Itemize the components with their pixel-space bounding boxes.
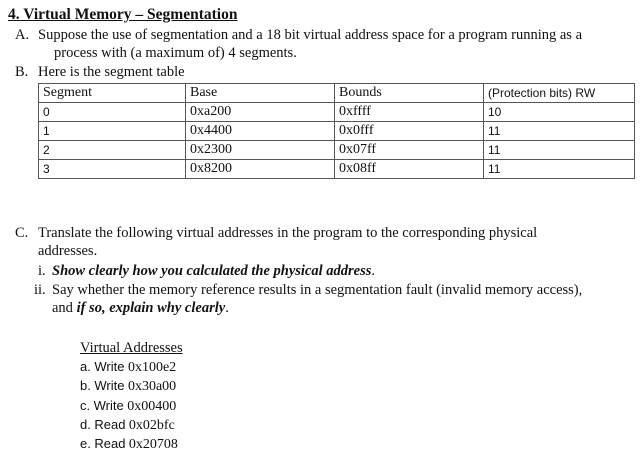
part-c-line2: addresses. [38,243,98,259]
virtual-addresses-heading: Virtual Addresses [80,340,183,356]
item-i-end: . [371,263,376,279]
va-addr: 0x02bfc [128,418,175,433]
va-label: d. [80,417,91,432]
part-a-label: A. [15,27,30,43]
va-addr: 0x00400 [127,399,177,414]
section-title: 4. Virtual Memory – Segmentation [8,6,238,23]
segment-table-header-row [39,84,635,103]
cell-segment: 0 [39,103,186,122]
cell-protection: 11 [484,122,635,141]
table-row [39,122,635,141]
table-row [39,160,635,179]
cell-base: 0x8200 [186,160,335,179]
va-label: b. [80,378,91,393]
list-item [80,417,175,434]
va-op: Write [93,398,124,413]
va-addr: 0x20708 [128,437,178,452]
item-ii-end: . [225,300,229,316]
item-i-text: Show clearly how you calculated the physical address [52,263,372,279]
va-addr: 0x100e2 [127,360,177,375]
cell-protection: 11 [484,160,635,179]
va-label: a. [80,359,91,374]
item-i-label: i. [38,263,46,279]
cell-base: 0x2300 [186,141,335,160]
header-segment: Segment [39,84,186,103]
cell-protection: 10 [484,103,635,122]
va-op: Read [94,417,126,432]
part-b-label: B. [15,64,29,80]
va-op: Read [94,436,126,451]
cell-bounds: 0x08ff [335,160,484,179]
list-item [80,398,176,415]
part-a-line1: Suppose the use of segmentation and a 18 bit virtual address space for a program running as a [38,27,583,43]
header-bounds: Bounds [335,84,484,103]
list-item [80,359,176,376]
list-item [80,436,178,453]
cell-segment: 1 [39,122,186,141]
header-protection-bits: (Protection bits) RW [484,84,635,103]
item-ii-and: and [52,300,77,316]
cell-bounds: 0x0fff [335,122,484,141]
cell-protection: 11 [484,141,635,160]
part-c-label: C. [15,225,29,241]
list-item [80,378,176,395]
item-ii-bold: if so, explain why clearly [76,300,226,316]
item-ii-label: ii. [34,282,46,298]
va-op: Write [94,359,125,374]
header-base: Base [186,84,335,103]
part-b-text: Here is the segment table [38,64,185,80]
segment-table [38,83,635,179]
table-row [39,141,635,160]
item-ii-line2 [52,300,229,317]
va-label: c. [80,398,91,413]
part-a-line2: process with (a maximum of) 4 segments. [54,45,297,61]
cell-bounds: 0xffff [335,103,484,122]
va-label: e. [80,436,91,451]
table-row [39,103,635,122]
va-op: Write [94,378,125,393]
cell-segment: 3 [39,160,186,179]
item-ii-line1: Say whether the memory reference results in a segmentation fault (invalid memory access), [52,282,583,298]
cell-base: 0x4400 [186,122,335,141]
cell-segment: 2 [39,141,186,160]
item-i [52,263,375,280]
cell-base: 0xa200 [186,103,335,122]
part-c-line1: Translate the following virtual addresses in the program to the corresponding physical [38,225,538,241]
cell-bounds: 0x07ff [335,141,484,160]
va-addr: 0x30a00 [127,379,177,394]
